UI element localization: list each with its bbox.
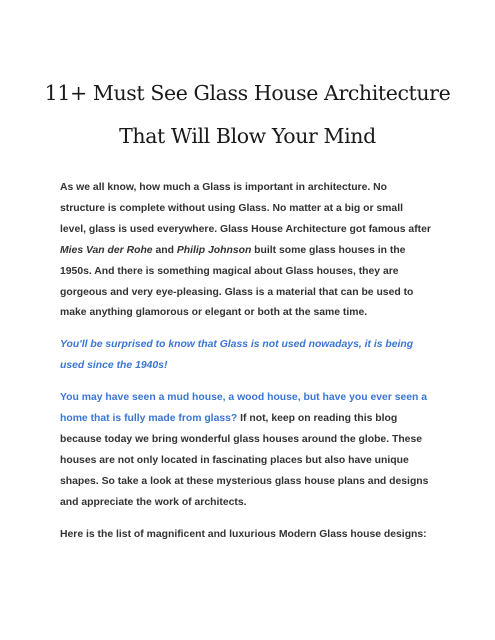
intro-paragraph [60, 178, 445, 324]
list-intro-paragraph [60, 525, 445, 546]
architect-name-johnson: Philip Johnson [176, 244, 252, 256]
question-line: houses are not only located in fascinating places but also have unique [60, 454, 409, 466]
intro-line: structure is complete without using Glass. No matter at a big or small [60, 202, 403, 214]
question-paragraph [60, 388, 445, 513]
question-line: and appreciate the work of architects. [60, 496, 247, 508]
question-line [60, 409, 445, 430]
intro-line [60, 241, 445, 262]
intro-line: gorgeous and very eye-pleasing. Glass is a material that can be used to [60, 286, 414, 298]
highlight-line: used since the 1940s! [60, 360, 168, 372]
question-blue-text: home that is fully made from glass? [60, 413, 238, 425]
highlight-paragraph [60, 335, 445, 377]
architect-name-mies: Mies Van der Rohe [60, 244, 153, 256]
intro-line: level, glass is used everywhere. Glass House Architecture got famous after [60, 223, 431, 235]
intro-and: and [152, 244, 177, 256]
intro-line: make anything glamorous or elegant or both at the same time. [60, 307, 368, 319]
page-title-line-1: 11+ Must See Glass House Architecture [44, 81, 451, 105]
question-rest-text: If not, keep on reading this blog [237, 413, 398, 425]
question-line: shapes. So take a look at these mysterious glass house plans and designs [60, 475, 429, 487]
article-body [60, 178, 445, 557]
page-title-line-2: That Will Blow Your Mind [119, 124, 376, 148]
question-blue-line: You may have seen a mud house, a wood house, but have you ever seen a [60, 392, 428, 404]
highlight-line: You'll be surprised to know that Glass is not used nowadays, it is being [60, 339, 414, 351]
question-line: because today we bring wonderful glass houses around the globe. These [60, 433, 423, 445]
list-intro-line: Here is the list of magnificent and luxurious Modern Glass house designs: [60, 528, 427, 540]
intro-line: As we all know, how much a Glass is important in architecture. No [60, 182, 387, 193]
intro-line-rest: built some glass houses in the [251, 244, 406, 256]
intro-line: 1950s. And there is something magical about Glass houses, they are [60, 265, 399, 277]
